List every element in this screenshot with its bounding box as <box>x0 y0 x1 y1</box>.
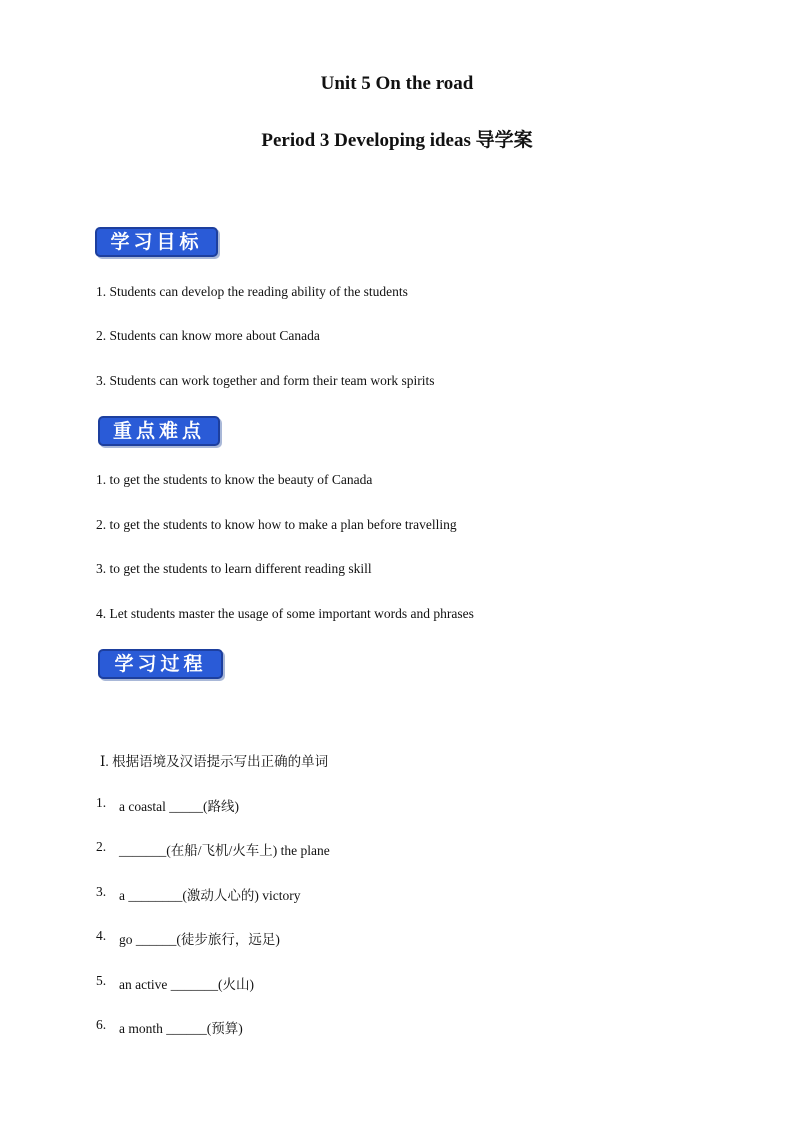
objective-item: 1. Students can develop the reading ability of the students <box>96 284 408 299</box>
key-point-item: 3. to get the students to learn different reading skill <box>96 561 372 576</box>
section-badge-objectives: 学习目标 <box>95 227 218 257</box>
section-badge-key-points: 重点难点 <box>98 416 220 446</box>
question-number: 6. <box>96 1017 107 1032</box>
question-text: an active _______(火山) <box>119 977 254 992</box>
exercise-heading: Ⅰ. 根据语境及汉语提示写出正确的单词 <box>100 754 329 769</box>
question-text: a month ______(预算) <box>119 1021 243 1036</box>
question-number: 5. <box>96 973 107 988</box>
objective-item: 3. Students can work together and form their team work spirits <box>96 373 435 388</box>
page-subtitle: Period 3 Developing ideas 导学案 <box>261 130 533 151</box>
question-number: 3. <box>96 884 107 899</box>
question-text: _______(在船/飞机/火车上) the plane <box>119 843 330 858</box>
question-text: go ______(徒步旅行，远足) <box>119 932 280 947</box>
question-number: 2. <box>96 839 107 854</box>
question-number: 1. <box>96 795 107 810</box>
question-text: a coastal _____(路线) <box>119 799 239 814</box>
question-number: 4. <box>96 928 107 943</box>
key-point-item: 1. to get the students to know the beauty of Canada <box>96 472 373 487</box>
objective-item: 2. Students can know more about Canada <box>96 328 320 343</box>
key-point-item: 4. Let students master the usage of some important words and phrases <box>96 606 474 621</box>
page-title: Unit 5 On the road <box>320 73 474 94</box>
section-badge-process: 学习过程 <box>98 649 223 679</box>
key-point-item: 2. to get the students to know how to make a plan before travelling <box>96 517 457 532</box>
question-text: a ________(激动人心的) victory <box>119 888 301 903</box>
